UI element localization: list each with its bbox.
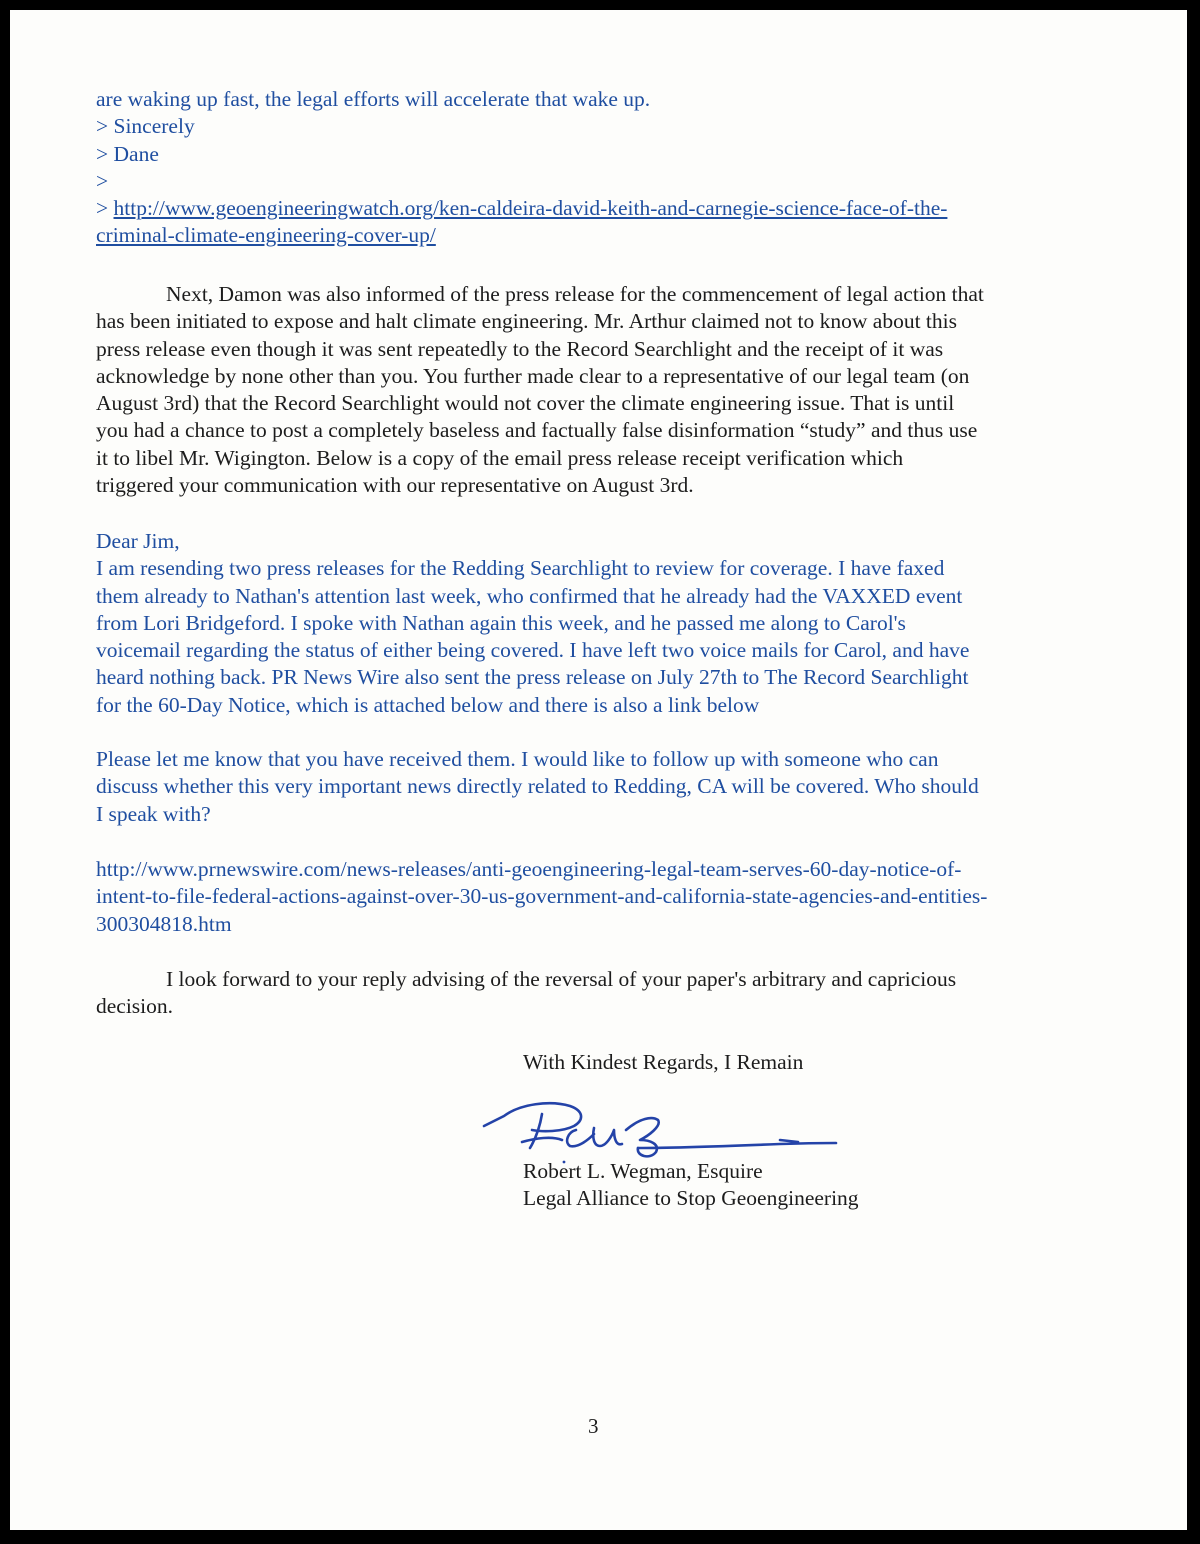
paragraph-line: press release even though it was sent repeatedly to the Record Searchlight and the receipt of it was <box>96 336 944 361</box>
signer-organization: Legal Alliance to Stop Geoengineering <box>523 1186 859 1211</box>
paragraph-line: has been initiated to expose and halt climate engineering. Mr. Arthur claimed not to know about this <box>96 309 957 334</box>
signer-block <box>523 1158 859 1213</box>
signer-name: Robert L. Wegman, Esquire <box>523 1159 763 1183</box>
quoted-email-tail <box>96 86 947 250</box>
salutation: Dear Jim, <box>96 529 180 553</box>
prnewswire-link[interactable] <box>96 856 987 938</box>
page-number: 3 <box>588 1414 599 1438</box>
link-line[interactable]: http://www.prnewswire.com/news-releases/anti-geoengineering-legal-team-serves-60-day-notice-of- <box>96 857 962 881</box>
paragraph-line: August 3rd) that the Record Searchlight would not cover the climate engineering issue. That is until <box>96 391 955 416</box>
quoted-line: heard nothing back. PR News Wire also sent the press release on July 27th to The Record Searchlight <box>96 665 969 690</box>
quoted-line: for the 60-Day Notice, which is attached below and there is also a link below <box>96 692 760 717</box>
quoted-line: I speak with? <box>96 801 211 826</box>
geoengineeringwatch-link-continued[interactable]: criminal-climate-engineering-cover-up/ <box>96 223 436 248</box>
quoted-line: from Lori Bridgeford. I spoke with Nathan again this week, and he passed me along to Carol's <box>96 610 906 635</box>
quoted-line: > Dane <box>96 141 159 166</box>
quote-marker: > <box>96 196 114 221</box>
quoted-line: I am resending two press releases for the Redding Searchlight to review for coverage. I have faxed <box>96 556 945 581</box>
valediction: With Kindest Regards, I Remain <box>523 1050 804 1074</box>
link-line[interactable]: 300304818.htm <box>96 911 232 936</box>
quoted-line: voicemail regarding the status of either being covered. I have left two voice mails for Carol, and have <box>96 638 970 663</box>
paragraph-line: Next, Damon was also informed of the press release for the commencement of legal action that <box>166 282 984 306</box>
quoted-line: are waking up fast, the legal efforts will accelerate that wake up. <box>96 87 651 111</box>
paragraph-line: triggered your communication with our representative on August 3rd. <box>96 473 694 498</box>
paragraph-line: you had a chance to post a completely baseless and factually false disinformation “study” and thus use <box>96 418 978 443</box>
geoengineeringwatch-link[interactable]: http://www.geoengineeringwatch.org/ken-caldeira-david-keith-and-carnegie-science-face-of-the- <box>113 196 948 221</box>
paragraph-next-damon <box>96 281 984 499</box>
closing-paragraph <box>96 966 956 1021</box>
paragraph-line: it to libel Mr. Wigington. Below is a copy of the email press release receipt verification which <box>96 445 904 470</box>
quoted-line: Please let me know that you have received them. I would like to follow up with someone who can <box>96 747 939 771</box>
paragraph-line: I look forward to your reply advising of the reversal of your paper's arbitrary and capricious <box>166 967 957 991</box>
paragraph-line: acknowledge by none other than you. You further made clear to a representative of our legal team (on <box>96 363 970 388</box>
quoted-line: discuss whether this very important news directly related to Redding, CA will be covered. Who should <box>96 774 979 799</box>
paragraph-line: decision. <box>96 994 174 1019</box>
geoengineeringwatch-link-line <box>96 195 947 222</box>
link-line[interactable]: intent-to-file-federal-actions-against-over-30-us-government-and-california-state-agencies-and-entities- <box>96 884 988 909</box>
quoted-email-dear-jim <box>96 528 969 719</box>
quoted-email-followup <box>96 746 979 828</box>
quoted-line: them already to Nathan's attention last week, who confirmed that he already had the VAXXED event <box>96 583 963 608</box>
quoted-line: > Sincerely <box>96 114 195 139</box>
letter-page <box>10 10 1187 1530</box>
quoted-line: > <box>96 168 109 193</box>
